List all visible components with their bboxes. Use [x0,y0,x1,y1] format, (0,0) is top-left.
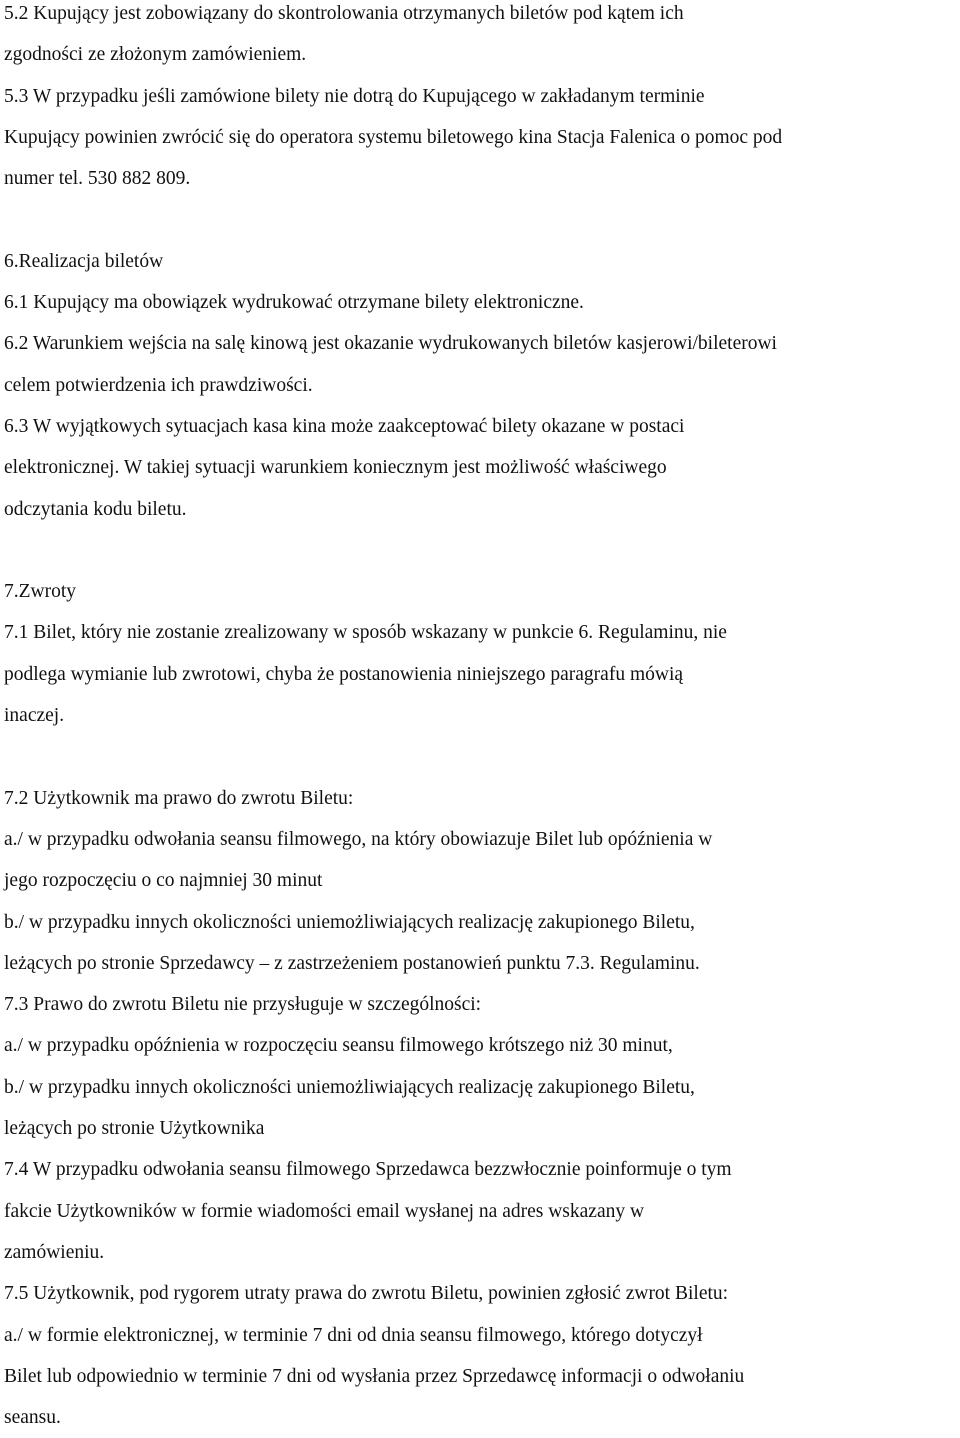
paragraph-line: celem potwierdzenia ich prawdziwości. [4,374,313,396]
paragraph-line: zgodności ze złożonym zamówieniem. [4,44,307,66]
blank-line [4,199,956,240]
paragraph-line: b./ w przypadku innych okoliczności uniemożliwiających realizację zakupionego Biletu, [4,1076,695,1098]
section-heading-realizacja: 6.Realizacja biletów [4,250,164,272]
paragraph-line: 5.2 Kupujący jest zobowiązany do skontrolowania otrzymanych biletów pod kątem ich [4,3,684,24]
paragraph-line: 7.3 Prawo do zwrotu Biletu nie przysługuje w szczególności: [4,994,482,1016]
blank-line [4,736,956,777]
paragraph-line: a./ w przypadku odwołania seansu filmowego, na który obowiazuje Bilet lub opóźnienia w [4,828,713,850]
paragraph-line: b./ w przypadku innych okoliczności uniemożliwiających realizację zakupionego Biletu, [4,911,695,933]
paragraph-line: odczytania kodu biletu. [4,498,187,520]
paragraph-line: a./ w przypadku opóźnienia w rozpoczęciu seansu filmowego krótszego niż 30 minut, [4,1035,673,1057]
paragraph-line: 6.1 Kupujący ma obowiązek wydrukować otrzymane bilety elektroniczne. [4,292,584,314]
section-heading-zwroty: 7.Zwroty [4,581,77,603]
paragraph-line: 6.2 Warunkiem wejścia na salę kinową jest okazanie wydrukowanych biletów kasjerowi/bileterowi [4,333,777,355]
paragraph-line: 6.3 W wyjątkowych sytuacjach kasa kina może zaakceptować bilety okazane w postaci [4,415,685,437]
document-body [4,0,956,1438]
paragraph-line: inaczej. [4,705,65,727]
paragraph-line: a./ w formie elektronicznej, w terminie 7 dni od dnia seansu filmowego, którego dotyczył [4,1324,703,1346]
paragraph-line: leżących po stronie Użytkownika [4,1118,265,1140]
paragraph-line: 7.4 W przypadku odwołania seansu filmowego Sprzedawca bezzwłocznie poinformuje o tym [4,1159,732,1181]
paragraph-line: Bilet lub odpowiednio w terminie 7 dni od wysłania przez Sprzedawcę informacji o odwołaniu [4,1365,745,1387]
paragraph-line: 7.2 Użytkownik ma prawo do zwrotu Biletu: [4,787,354,809]
paragraph-line: jego rozpoczęciu o co najmniej 30 minut [4,870,323,892]
paragraph-line: podlega wymianie lub zwrotowi, chyba że postanowienia niniejszego paragrafu mówią [4,663,684,685]
paragraph-line: 7.1 Bilet, który nie zostanie zrealizowany w sposób wskazany w punkcie 6. Regulaminu, nie [4,622,727,644]
paragraph-line: 5.3 W przypadku jeśli zamówione bilety nie dotrą do Kupującego w zakładanym terminie [4,85,705,107]
paragraph-line: elektronicznej. W takiej sytuacji warunkiem koniecznym jest możliwość właściwego [4,457,667,479]
blank-line [4,530,956,571]
paragraph-line: 7.5 Użytkownik, pod rygorem utraty prawa do zwrotu Biletu, powinien zgłosić zwrot Biletu: [4,1283,729,1305]
paragraph-line: numer tel. 530 882 809. [4,168,191,190]
paragraph-line: zamówieniu. [4,1241,105,1263]
paragraph-line: seansu. [4,1407,61,1429]
paragraph-line: fakcie Użytkowników w formie wiadomości email wysłanej na adres wskazany w [4,1200,645,1222]
paragraph-line: leżących po stronie Sprzedawcy – z zastrzeżeniem postanowień punktu 7.3. Regulaminu. [4,952,700,974]
paragraph-line: Kupujący powinien zwrócić się do operatora systemu biletowego kina Stacja Falenica o pomoc pod [4,126,783,148]
